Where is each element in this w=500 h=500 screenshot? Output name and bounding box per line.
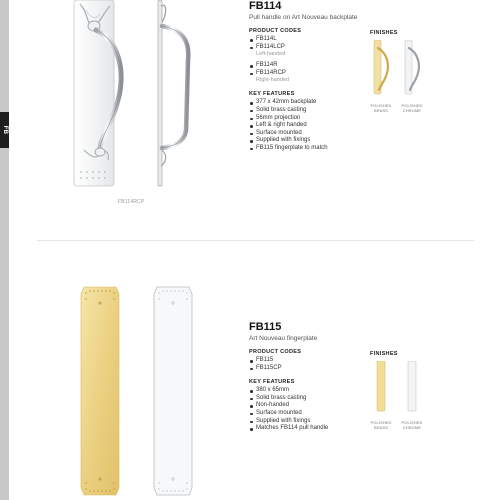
fb114-product-codes-heading: PRODUCT CODES bbox=[249, 28, 302, 34]
chrome-handle-thumbnail bbox=[401, 40, 423, 96]
fb114-handle-side-image bbox=[152, 0, 200, 188]
finish-label: POLISHED bbox=[370, 103, 392, 108]
finish-label: BRASS bbox=[373, 108, 389, 113]
brass-handle-thumbnail bbox=[370, 40, 392, 96]
list-item: Supplied with fixings bbox=[249, 418, 469, 426]
section-tab[interactable] bbox=[0, 112, 9, 148]
fb114-finishes bbox=[370, 30, 440, 113]
fb114-image-caption: FB114RCP bbox=[118, 199, 145, 205]
list-item: FB115CP bbox=[249, 365, 469, 373]
list-item: FB115 fingerplate to match bbox=[249, 145, 469, 153]
finish-label: POLISHED bbox=[401, 103, 423, 108]
fb115-finishes-heading: FINISHES bbox=[370, 351, 398, 357]
finish-swatch-polished-chrome[interactable] bbox=[401, 361, 423, 430]
finish-label: POLISHED bbox=[401, 420, 423, 425]
fb114-left-handed-note: Left-handed bbox=[256, 51, 286, 58]
list-item: FB114R bbox=[249, 62, 469, 70]
list-item: Left & right handed bbox=[249, 122, 469, 130]
list-item: 380 x 65mm bbox=[249, 387, 469, 395]
fb115-brass-fingerplate-image bbox=[80, 285, 120, 497]
fb115-product-codes-heading: PRODUCT CODES bbox=[249, 349, 302, 355]
fb115-key-features-heading: KEY FEATURES bbox=[249, 379, 295, 386]
chrome-fingerplate-thumbnail bbox=[401, 361, 423, 413]
list-item: Matches FB114 pull handle bbox=[249, 425, 469, 433]
list-item: Solid brass casting bbox=[249, 107, 469, 115]
fb114-key-features-heading: KEY FEATURES bbox=[249, 91, 295, 98]
fb114-finishes-heading: FINISHES bbox=[370, 30, 398, 36]
list-item: Surface mounted bbox=[249, 410, 469, 418]
fb115-description: Art Nouveau fingerplate bbox=[249, 335, 318, 342]
list-item: 56mm projection bbox=[249, 115, 469, 123]
finish-label: POLISHED bbox=[370, 420, 392, 425]
list-item: Non-handed bbox=[249, 402, 469, 410]
finish-label: CHROME bbox=[402, 108, 422, 113]
side-margin-bar bbox=[0, 0, 9, 500]
section-divider bbox=[37, 240, 474, 241]
list-item: Solid brass casting bbox=[249, 395, 469, 403]
fb114-description: Pull handle on Art Nouveau backplate bbox=[249, 14, 358, 21]
finish-label: BRASS bbox=[373, 425, 389, 430]
finish-swatch-polished-brass[interactable] bbox=[370, 40, 392, 113]
list-item: FB114LCP bbox=[249, 44, 469, 52]
list-item: FB114L bbox=[249, 36, 469, 44]
finish-swatch-polished-brass[interactable] bbox=[370, 361, 392, 430]
list-item: 377 x 42mm backplate bbox=[249, 99, 469, 107]
fb114-code-title: FB114 bbox=[249, 0, 282, 12]
brass-fingerplate-thumbnail bbox=[370, 361, 392, 413]
fb115-code-title: FB115 bbox=[249, 321, 282, 333]
fb114-backplate-front-image bbox=[66, 0, 126, 188]
list-item: FB115 bbox=[249, 357, 469, 365]
list-item: Surface mounted bbox=[249, 130, 469, 138]
list-item: Supplied with fixings bbox=[249, 137, 469, 145]
section-tab-label: FB bbox=[1, 125, 8, 135]
fb114-right-handed-note: Right-handed bbox=[256, 77, 290, 84]
list-item: FB114RCP bbox=[249, 70, 469, 78]
finish-swatch-polished-chrome[interactable] bbox=[401, 40, 423, 113]
fb115-finishes bbox=[370, 351, 440, 430]
finish-label: CHROME bbox=[402, 425, 422, 430]
fb115-chrome-fingerplate-image bbox=[153, 285, 193, 497]
